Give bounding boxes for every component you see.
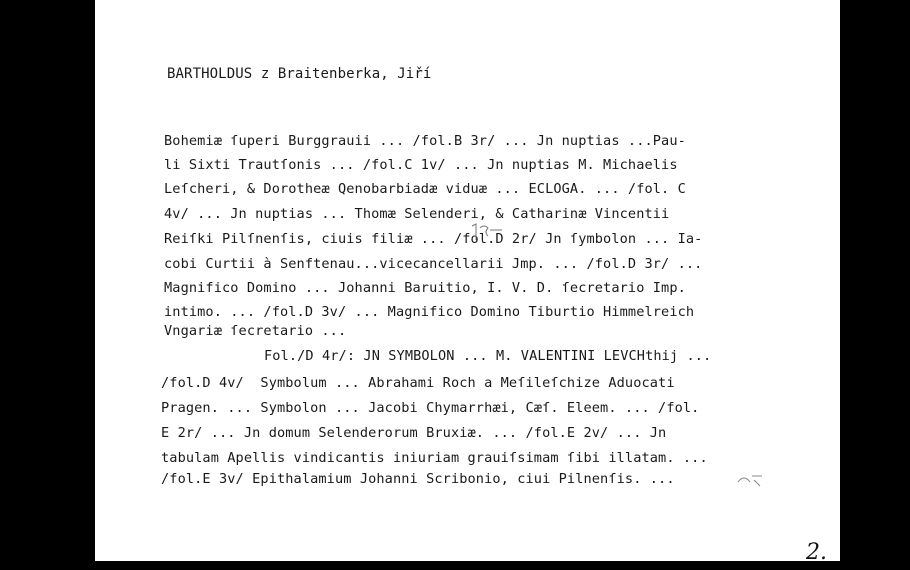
text-line: E 2r/ ... Jn domum Selenderorum Bruxiæ. ... /fol.E 2v/ ... Jn [161, 425, 667, 441]
text-line: Bohemiæ ſuperi Burggrauii ... /fol.B 3r/ ... Jn nuptias ...Pau- [164, 133, 686, 149]
pencil-annotation-mark [470, 222, 506, 247]
text-line: Leſcheri, & Dorotheæ Qenobarbiadæ viduæ ... ECLOGA. ... /fol. C [164, 181, 686, 197]
page-number: 2. [806, 540, 827, 565]
text-line: intimo. ... /fol.D 3v/ ... Magnifico Domino Tiburtio Himmelreich [164, 304, 695, 320]
text-line: Fol./D 4r/: JN SYMBOLON ... M. VALENTINI LEVCHthij ... [264, 348, 712, 364]
text-line: Vngariæ ſecretario ... [164, 323, 347, 339]
pencil-annotation-mark [736, 470, 766, 493]
text-line: 4v/ ... Jn nuptias ... Thomæ Selenderi, & Catharinæ Vincentii [164, 206, 670, 222]
text-line: li Sixti Trautſonis ... /fol.C 1v/ ... Jn nuptias M. Michaelis [164, 157, 678, 173]
text-line: Pragen. ... Symbolon ... Jacobi Chymarrhæi, Cæſ. Eleem. ... /fol. [161, 400, 700, 416]
text-line: tabulam Apellis vindicantis iniuriam grauiſsimam ſibi illatam. ... [161, 450, 708, 466]
text-line: cobi Curtii à Senftenau...vicecancellarii Jmp. ... /fol.D 3r/ ... [164, 256, 703, 272]
text-line: /fol.E 3v/ Epithalamium Johanni Scribonio, ciui Pilnenſis. ... [161, 471, 675, 487]
card-heading: BARTHOLDUS z Braitenberka, Jiří [167, 66, 432, 82]
text-line: /fol.D 4v/ Symbolum ... Abrahami Roch a Meſileſchize Aduocati [161, 375, 675, 391]
scan-border [840, 0, 910, 570]
text-line: Magnifico Domino ... Johanni Baruitio, I. V. D. ſecretario Imp. [164, 280, 686, 296]
text-line: Reiſki Pilſnenſis, ciuis filiæ ... /fol.D 2r/ Jn ſymbolon ... Ia- [164, 231, 703, 247]
